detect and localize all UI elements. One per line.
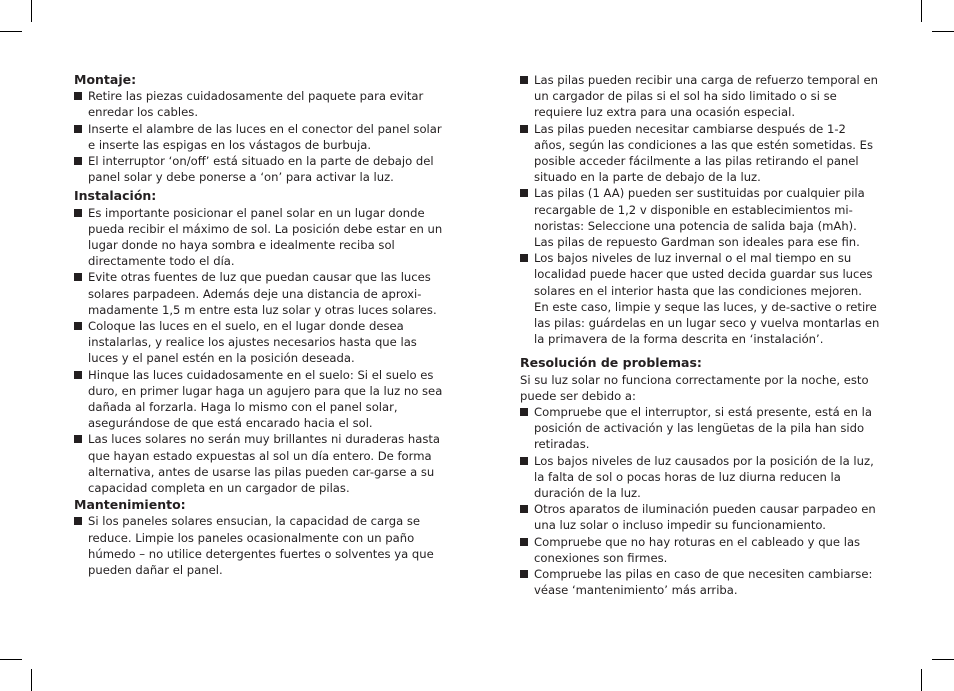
square-bullet-icon bbox=[520, 189, 528, 197]
list-item: Retire las piezas cuidadosamente del paquete para evitar enredar los cables. bbox=[74, 88, 448, 120]
list-item: Coloque las luces en el suelo, en el lugar donde desea instalarlas, y realice los ajustes necesarios hasta que las luces y el panel estén en la posición deseada. bbox=[74, 318, 448, 367]
list-resolucion bbox=[520, 404, 880, 598]
list-item: Es importante posicionar el panel solar en un lugar donde pueda recibir el máximo de sol. La posición debe estar en un lugar donde no haya sombra e idealmente reciba sol directamente todo el día. bbox=[74, 205, 448, 270]
square-bullet-icon bbox=[520, 125, 528, 133]
section-instalacion bbox=[74, 188, 448, 496]
square-bullet-icon bbox=[74, 92, 82, 100]
section-resolucion-de-problemas bbox=[520, 355, 880, 598]
square-bullet-icon bbox=[520, 570, 528, 578]
square-bullet-icon bbox=[520, 408, 528, 416]
list-item: El interruptor ‘on/off’ está situado en la parte de debajo del panel solar y debe ponerse a ‘on’ para activar la luz. bbox=[74, 153, 448, 185]
square-bullet-icon bbox=[520, 538, 528, 546]
list-item: Las pilas pueden recibir una carga de refuerzo temporal en un cargador de pilas si el sol ha sido limitado o si se requiere luz extra para una ocasión especial. bbox=[520, 72, 880, 121]
crop-mark-top-left-vertical bbox=[31, 0, 32, 22]
list-item: Evite otras fuentes de luz que puedan causar que las luces solares parpadeen. Además deje una distancia de aproxi-madamente 1,5 m entre esta luz solar y otras luces solares. bbox=[74, 269, 448, 318]
square-bullet-icon bbox=[74, 209, 82, 217]
heading-resolucion-de-problemas: Resolución de problemas: bbox=[520, 355, 702, 371]
crop-mark-bottom-right-vertical bbox=[921, 669, 922, 691]
crop-mark-top-right-vertical bbox=[921, 0, 922, 22]
list-item: Compruebe que el interruptor, si está presente, está en la posición de activación y las lengüetas de la pila han sido retiradas. bbox=[520, 404, 880, 453]
square-bullet-icon bbox=[74, 322, 82, 330]
square-bullet-icon bbox=[74, 157, 82, 165]
list-item: Las pilas (1 AA) pueden ser sustituidas por cualquier pila recargable de 1,2 v disponible en establecimientos mi-noristas: Seleccione una potencia de salida baja (mAh). Las pilas de repuesto Gardman son ideales para ese fin. bbox=[520, 185, 880, 250]
list-montaje bbox=[74, 88, 448, 185]
list-item: Hinque las luces cuidadosamente en el suelo: Si el suelo es duro, en primer lugar haga un agujero para que la luz no sea dañada al forzarla. Haga lo mismo con el panel solar, asegurándose de que está encarado hacia el sol. bbox=[74, 367, 448, 432]
crop-mark-top-left-horizontal bbox=[0, 31, 22, 32]
square-bullet-icon bbox=[74, 125, 82, 133]
section-mantenimiento bbox=[74, 497, 448, 578]
square-bullet-icon bbox=[74, 517, 82, 525]
list-item: Compruebe las pilas en caso de que necesiten cambiarse: véase ‘mantenimiento’ más arriba. bbox=[520, 566, 880, 598]
square-bullet-icon bbox=[520, 457, 528, 465]
list-item: Inserte el alambre de las luces en el conector del panel solar e inserte las espigas en los vástagos de burbuja. bbox=[74, 121, 448, 153]
crop-mark-top-right-horizontal bbox=[932, 31, 954, 32]
list-mantenimiento bbox=[74, 513, 448, 578]
square-bullet-icon bbox=[74, 371, 82, 379]
list-item: Compruebe que no hay roturas en el cableado y que las conexiones son firmes. bbox=[520, 534, 880, 566]
crop-mark-bottom-left-horizontal bbox=[0, 659, 22, 660]
square-bullet-icon bbox=[520, 76, 528, 84]
list-pilas bbox=[520, 72, 880, 347]
square-bullet-icon bbox=[520, 254, 528, 262]
square-bullet-icon bbox=[520, 505, 528, 513]
list-item: Otros aparatos de iluminación pueden causar parpadeo en una luz solar o incluso impedir su funcionamiento. bbox=[520, 501, 880, 533]
list-item: Los bajos niveles de luz causados por la posición de la luz, la falta de sol o pocas horas de luz diurna reducen la duración de la luz. bbox=[520, 453, 880, 502]
square-bullet-icon bbox=[74, 435, 82, 443]
crop-mark-bottom-right-horizontal bbox=[932, 659, 954, 660]
list-instalacion bbox=[74, 205, 448, 497]
section-pilas bbox=[520, 72, 880, 347]
heading-montaje: Montaje: bbox=[74, 72, 137, 87]
crop-mark-bottom-left-vertical bbox=[31, 669, 32, 691]
resolucion-intro: Si su luz solar no funciona correctamente por la noche, esto puede ser debido a: bbox=[520, 372, 869, 403]
list-item: Los bajos niveles de luz invernal o el mal tiempo en su localidad puede hacer que usted decida guardar sus luces solares en el interior hasta que las condiciones mejoren. En este caso, limpie y seque las luces, y de-sactive o retire las pilas: guárdelas en un lugar seco y vuelva montarlas en la primavera de la forma descrita en ‘instalación’. bbox=[520, 250, 880, 347]
square-bullet-icon bbox=[74, 273, 82, 281]
right-column bbox=[520, 72, 880, 602]
list-item: Si los paneles solares ensucian, la capacidad de carga se reduce. Limpie los paneles ocasionalmente con un paño húmedo – no utilice detergentes fuertes o solventes ya que pueden dañar el panel. bbox=[74, 513, 448, 578]
list-item: Las luces solares no serán muy brillantes ni duraderas hasta que hayan estado expuestas al sol un día entero. De forma alternativa, antes de usarse las pilas pueden car-garse a su capacidad completa en un cargador de pilas. bbox=[74, 431, 448, 496]
heading-instalacion: Instalación: bbox=[74, 188, 157, 204]
heading-mantenimiento: Mantenimiento: bbox=[74, 497, 186, 513]
section-montaje bbox=[74, 72, 448, 185]
list-item: Las pilas pueden necesitar cambiarse después de 1-2 años, según las condiciones a las que estén sometidas. Es posible acceder fácilmente a las pilas retirando el panel situado en la parte de debajo de la luz. bbox=[520, 121, 880, 186]
left-column bbox=[74, 72, 448, 581]
